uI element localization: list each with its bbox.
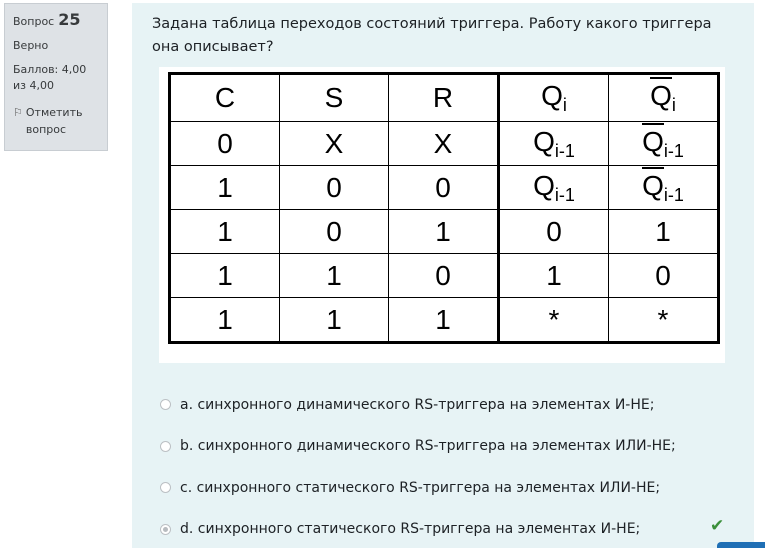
table-row bbox=[170, 122, 719, 166]
table-header: R bbox=[389, 74, 499, 122]
radio-button-selected[interactable] bbox=[160, 524, 171, 535]
answer-label: d. синхронного статического RS-триггера на элементах И-НЕ; bbox=[180, 521, 640, 537]
table-cell: X bbox=[280, 122, 389, 166]
table-cell: $Q_{i-1}$ bbox=[609, 122, 719, 166]
truth-table bbox=[168, 72, 720, 344]
answer-option-d[interactable] bbox=[160, 512, 740, 553]
table-cell: 1 bbox=[389, 298, 499, 343]
radio-button[interactable] bbox=[160, 399, 171, 410]
table-cell: 0 bbox=[280, 166, 389, 210]
table-cell: 0 bbox=[389, 166, 499, 210]
table-row bbox=[170, 210, 719, 254]
table-cell: 1 bbox=[389, 210, 499, 254]
answer-label: a. синхронного динамического RS-триггера на элементах И-НЕ; bbox=[180, 397, 654, 413]
table-cell: 0 bbox=[280, 210, 389, 254]
table-cell: 1 bbox=[499, 254, 609, 298]
radio-button[interactable] bbox=[160, 482, 171, 493]
check-icon: ✔ bbox=[710, 516, 724, 536]
table-cell: * bbox=[609, 298, 719, 343]
question-number-row bbox=[13, 10, 99, 29]
table-header: $Q_i$ bbox=[499, 74, 609, 122]
answer-option-c[interactable] bbox=[160, 470, 740, 512]
table-cell: 1 bbox=[170, 166, 280, 210]
table-cell: 0 bbox=[609, 254, 719, 298]
table-cell: X bbox=[389, 122, 499, 166]
table-cell: 1 bbox=[170, 298, 280, 343]
answer-label: b. синхронного динамического RS-триггера на элементах ИЛИ-НЕ; bbox=[180, 438, 676, 454]
table-row bbox=[170, 166, 719, 210]
flag-icon: ⚐ bbox=[13, 104, 23, 138]
table-header: S bbox=[280, 74, 389, 122]
table-cell: 1 bbox=[170, 210, 280, 254]
answer-options bbox=[160, 387, 740, 553]
answer-label: c. синхронного статического RS-триггера на элементах ИЛИ-НЕ; bbox=[180, 480, 660, 496]
table-row bbox=[170, 254, 719, 298]
table-cell: * bbox=[499, 298, 609, 343]
table-header: $Q_i$ bbox=[609, 74, 719, 122]
question-content bbox=[132, 3, 754, 548]
truth-table-image bbox=[159, 67, 725, 363]
table-cell: 1 bbox=[280, 298, 389, 343]
table-cell: 0 bbox=[389, 254, 499, 298]
table-cell: $Q_{i-1}$ bbox=[499, 166, 609, 210]
table-cell: 0 bbox=[499, 210, 609, 254]
question-grade: Баллов: 4,00 из 4,00 bbox=[13, 62, 99, 94]
question-label: Вопрос bbox=[13, 15, 54, 28]
radio-button[interactable] bbox=[160, 441, 171, 452]
question-number: 25 bbox=[58, 10, 80, 29]
table-cell: 1 bbox=[280, 254, 389, 298]
question-info bbox=[4, 3, 108, 151]
table-cell: 0 bbox=[170, 122, 280, 166]
table-cell: $Q_{i-1}$ bbox=[609, 166, 719, 210]
table-cell: $Q_{i-1}$ bbox=[499, 122, 609, 166]
flag-question-link[interactable] bbox=[13, 104, 99, 138]
answer-option-b[interactable] bbox=[160, 429, 740, 471]
table-header: C bbox=[170, 74, 280, 122]
scroll-to-top-button[interactable] bbox=[717, 542, 765, 548]
table-header-row bbox=[170, 74, 719, 122]
table-cell: 1 bbox=[170, 254, 280, 298]
table-row bbox=[170, 298, 719, 343]
question-state: Верно bbox=[13, 39, 99, 52]
table-cell: 1 bbox=[609, 210, 719, 254]
answer-option-a[interactable] bbox=[160, 387, 740, 429]
flag-label: Отметить вопрос bbox=[26, 104, 99, 138]
question-text: Задана таблица переходов состояний триггера. Работу какого триггера она описывает? bbox=[152, 13, 732, 59]
